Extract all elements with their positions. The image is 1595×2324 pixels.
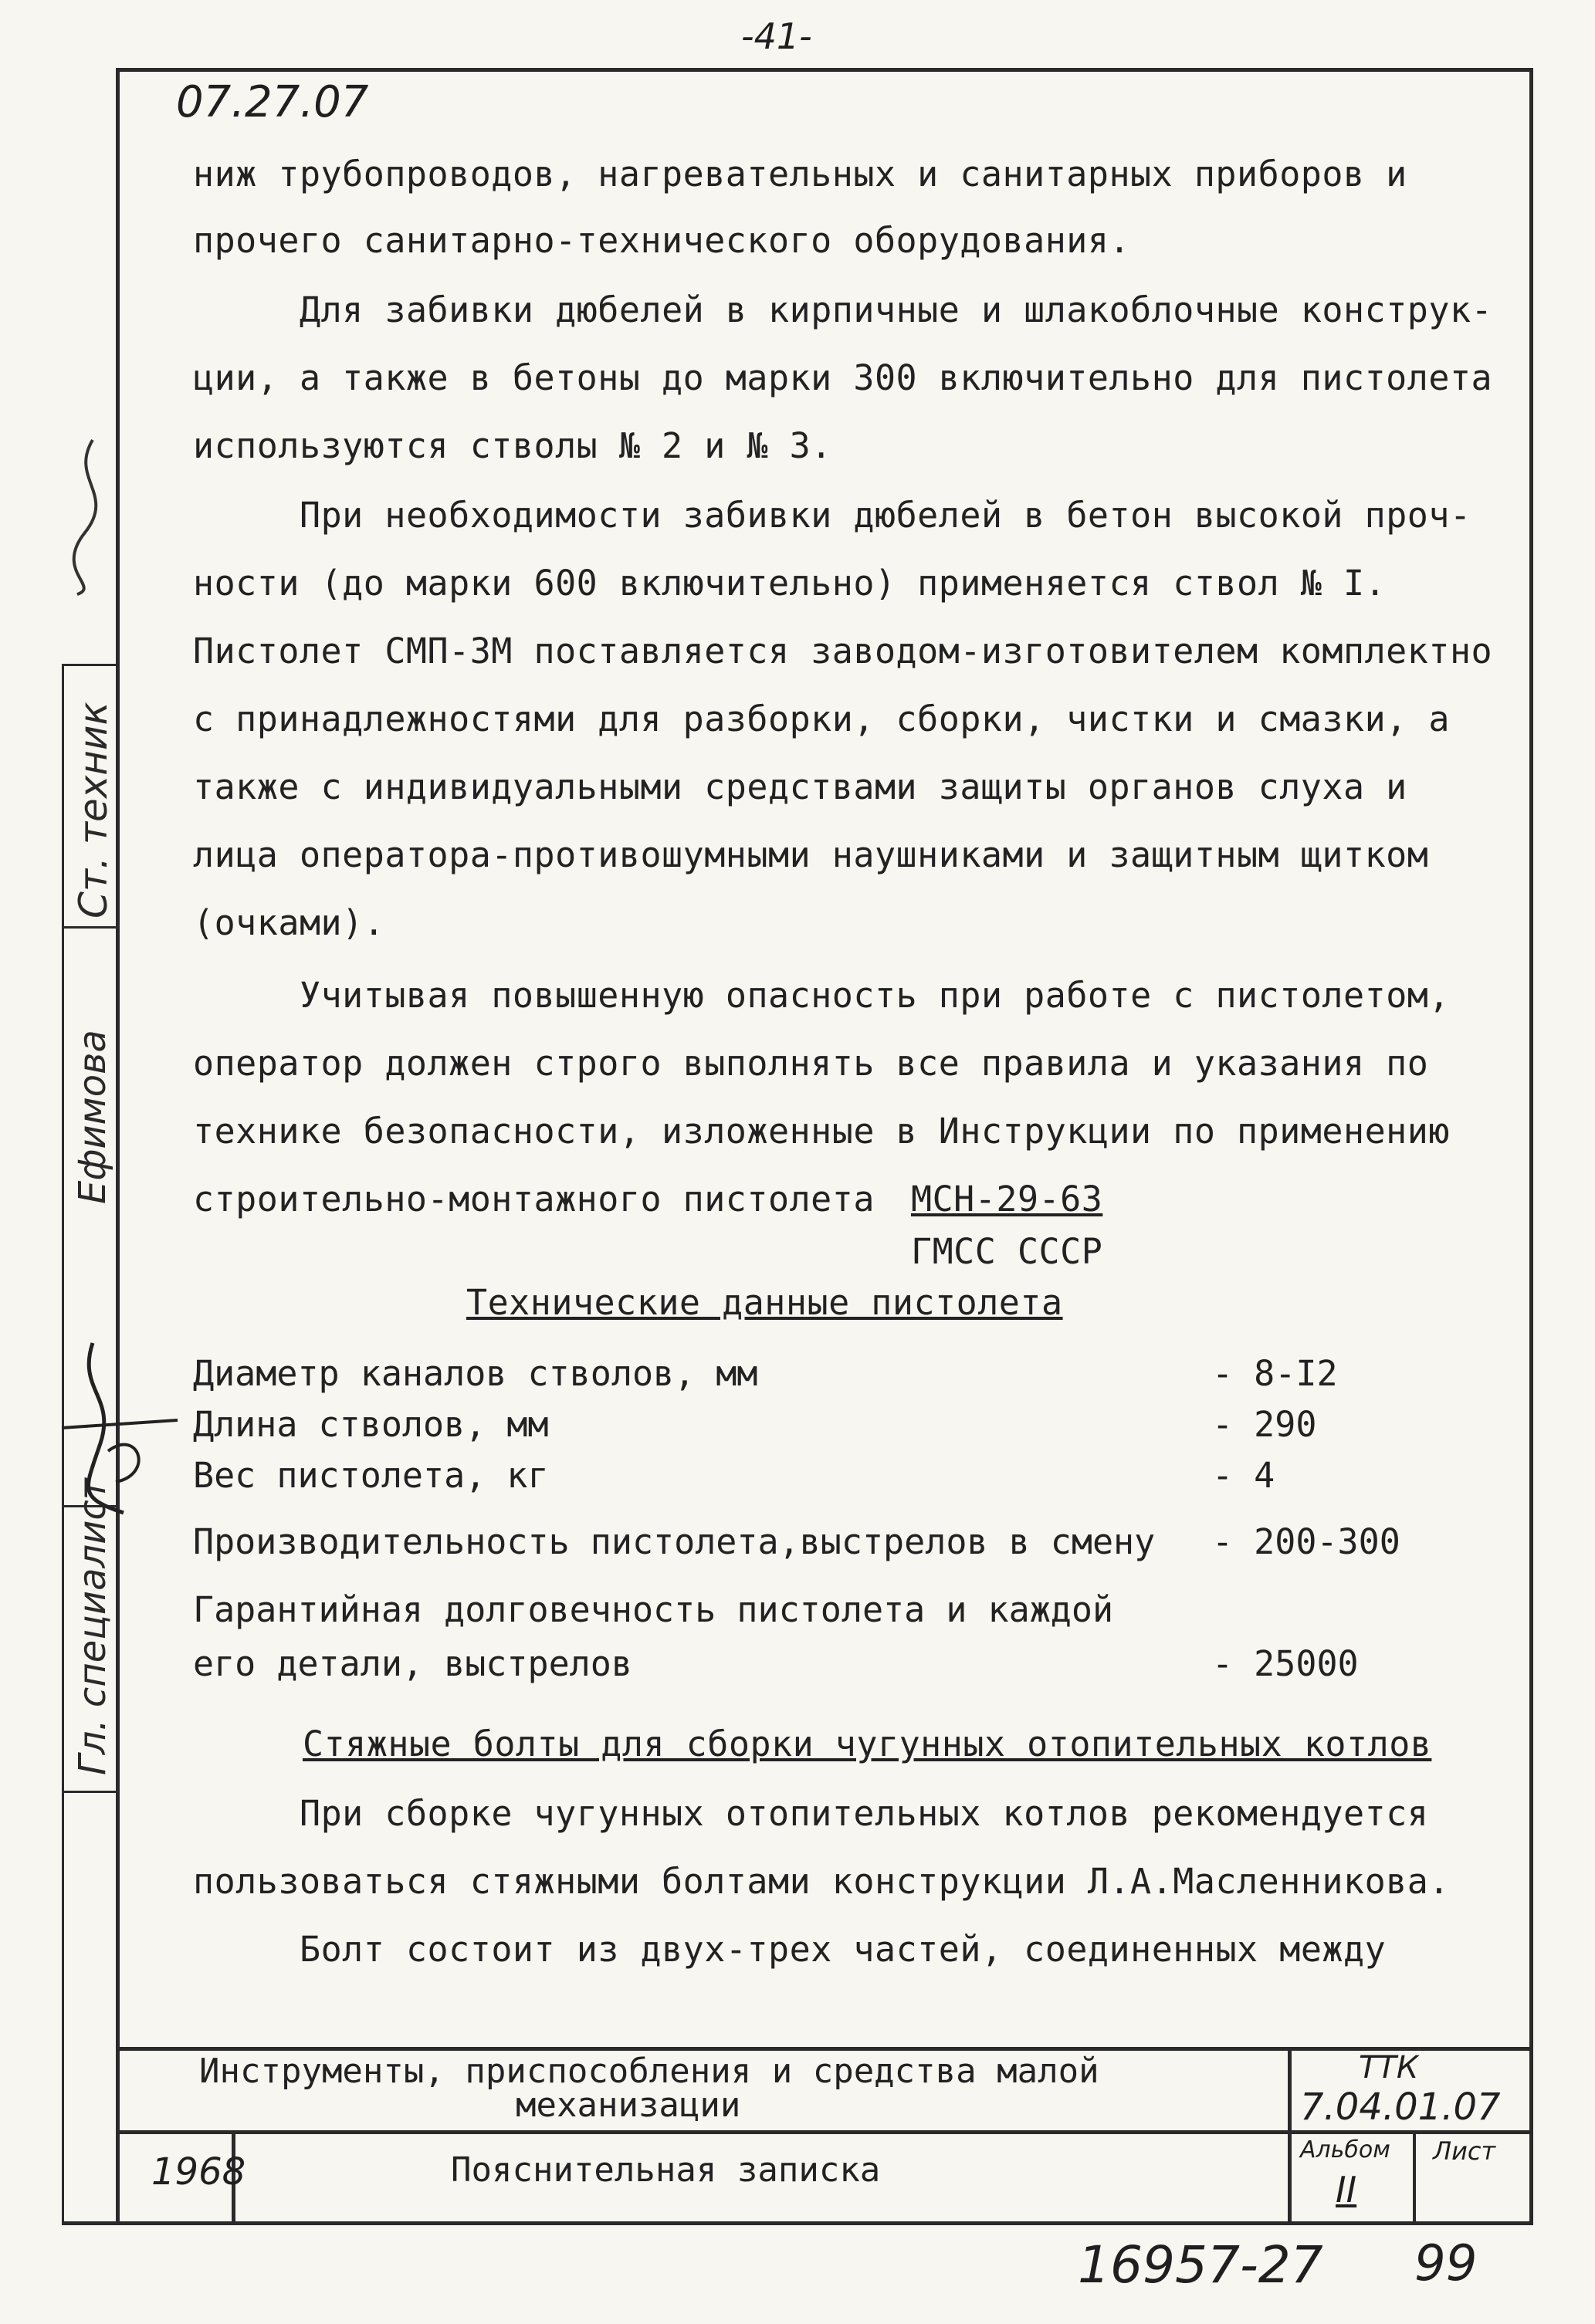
side-name-1: Ефимова xyxy=(71,1030,114,1204)
text-line: пользоваться стяжными болтами конструкции Л.А.Масленникова. xyxy=(193,1861,1450,1902)
spec-row xyxy=(193,1352,1467,1395)
text-line: Для забивки дюбелей в кирпичные и шлакоблочные конструк- xyxy=(300,289,1493,330)
spec-value: - 290 xyxy=(1212,1404,1317,1445)
text-line: Болт состоит из двух-трех частей, соединенных между xyxy=(300,1929,1387,1970)
side-role-2: Гл. специалист xyxy=(71,1478,114,1775)
text-line: технике безопасности, изложенные в Инструкции по применению xyxy=(193,1111,1450,1152)
spec-label: его детали, выстрелов xyxy=(193,1643,632,1684)
text-line: используются стволы № 2 и № 3. xyxy=(193,425,832,466)
album-value: II xyxy=(1336,2169,1357,2211)
spec-value: - 8-I2 xyxy=(1212,1353,1338,1394)
text-line: ции, а также в бетоны до марки 300 включительно для пистолета xyxy=(193,357,1493,398)
ttk-label: ТТК xyxy=(1359,2050,1419,2086)
text-line: При сборке чугунных отопительных котлов рекомендуется xyxy=(300,1793,1429,1834)
spec-row xyxy=(193,1642,1467,1686)
spec-label: Вес пистолета, кг xyxy=(193,1455,549,1496)
page-number: -41- xyxy=(741,15,812,57)
text-line: Учитывая повышенную опасность при работе с пистолетом, xyxy=(300,975,1450,1016)
signature-mark xyxy=(31,1328,185,1528)
text-line: оператор должен строго выполнять все правила и указания по xyxy=(193,1043,1429,1084)
titleblock-title-l2: механизации xyxy=(516,2086,741,2125)
titleblock-title-l1: Инструменты, приспособления и средства малой xyxy=(199,2052,1099,2091)
margin-sep-2 xyxy=(62,926,117,929)
spec-row xyxy=(193,1454,1467,1497)
frame-left xyxy=(116,68,120,2223)
spec-label: Производительность пистолета,выстрелов в смену xyxy=(193,1521,1156,1562)
spec-value: - 25000 xyxy=(1212,1643,1359,1684)
text-line: также с индивидуальными средствами защиты органов слуха и xyxy=(193,766,1407,807)
titleblock-vsep-sheet xyxy=(1413,2130,1416,2224)
spec-label: Гарантийная долговечность пистолета и каждой xyxy=(193,1589,1114,1630)
album-label: Альбом xyxy=(1300,2136,1390,2163)
text-line: ниж трубопроводов, нагревательных и санитарных приборов и xyxy=(193,154,1407,195)
archive-page: 99 xyxy=(1414,2235,1478,2292)
doc-code: 07.27.07 xyxy=(176,77,369,127)
spec-value: - 200-300 xyxy=(1212,1521,1400,1562)
side-role-1: Ст. техник xyxy=(71,702,116,918)
margin-sep-4 xyxy=(62,1791,117,1793)
titleblock-vsep-right xyxy=(1288,2047,1292,2224)
text-line: ности (до марки 600 включительно) применяется ствол № I. xyxy=(193,563,1387,604)
year: 1968 xyxy=(151,2150,246,2194)
spec-row xyxy=(193,1588,1467,1632)
spec-row xyxy=(193,1403,1467,1446)
archive-number: 16957-27 xyxy=(1078,2235,1323,2295)
ttk-code: 7.04.01.07 xyxy=(1300,2086,1501,2129)
text-line: лица оператора-противошумными наушниками и защитным щитком xyxy=(193,834,1429,875)
reference-org: ГМСС СССР xyxy=(911,1231,1103,1272)
margin-scribble xyxy=(46,432,131,602)
spec-label: Диаметр каналов стволов, мм xyxy=(193,1353,758,1394)
reference-code: МСН-29-63 xyxy=(911,1179,1103,1220)
text-line: с принадлежностями для разборки, сборки, чистки и смазки, а xyxy=(193,699,1450,739)
text-line: Пистолет СМП-3М поставляется заводом-изготовителем комплектно xyxy=(193,631,1493,671)
frame-top xyxy=(116,68,1533,72)
bolts-heading: Стяжные болты для сборки чугунных отопительных котлов xyxy=(303,1724,1432,1764)
margin-sep-1 xyxy=(62,664,117,666)
text-line: строительно-монтажного пистолета xyxy=(193,1179,875,1220)
titleblock-mid xyxy=(116,2130,1533,2134)
tech-heading: Технические данные пистолета xyxy=(466,1282,1063,1323)
spec-value: - 4 xyxy=(1212,1455,1275,1496)
text-line: прочего санитарно-технического оборудования. xyxy=(193,220,1131,261)
frame-bottom xyxy=(62,2221,1533,2225)
spec-row xyxy=(193,1521,1467,1564)
sheet-label: Лист xyxy=(1433,2136,1496,2166)
doc-name: Пояснительная записка xyxy=(451,2150,881,2190)
text-line: (очками). xyxy=(193,902,385,943)
spec-label: Длина стволов, мм xyxy=(193,1404,549,1445)
titleblock-top xyxy=(116,2047,1533,2051)
text-line: При необходимости забивки дюбелей в бетон высокой проч- xyxy=(300,495,1471,536)
frame-right xyxy=(1529,68,1533,2223)
